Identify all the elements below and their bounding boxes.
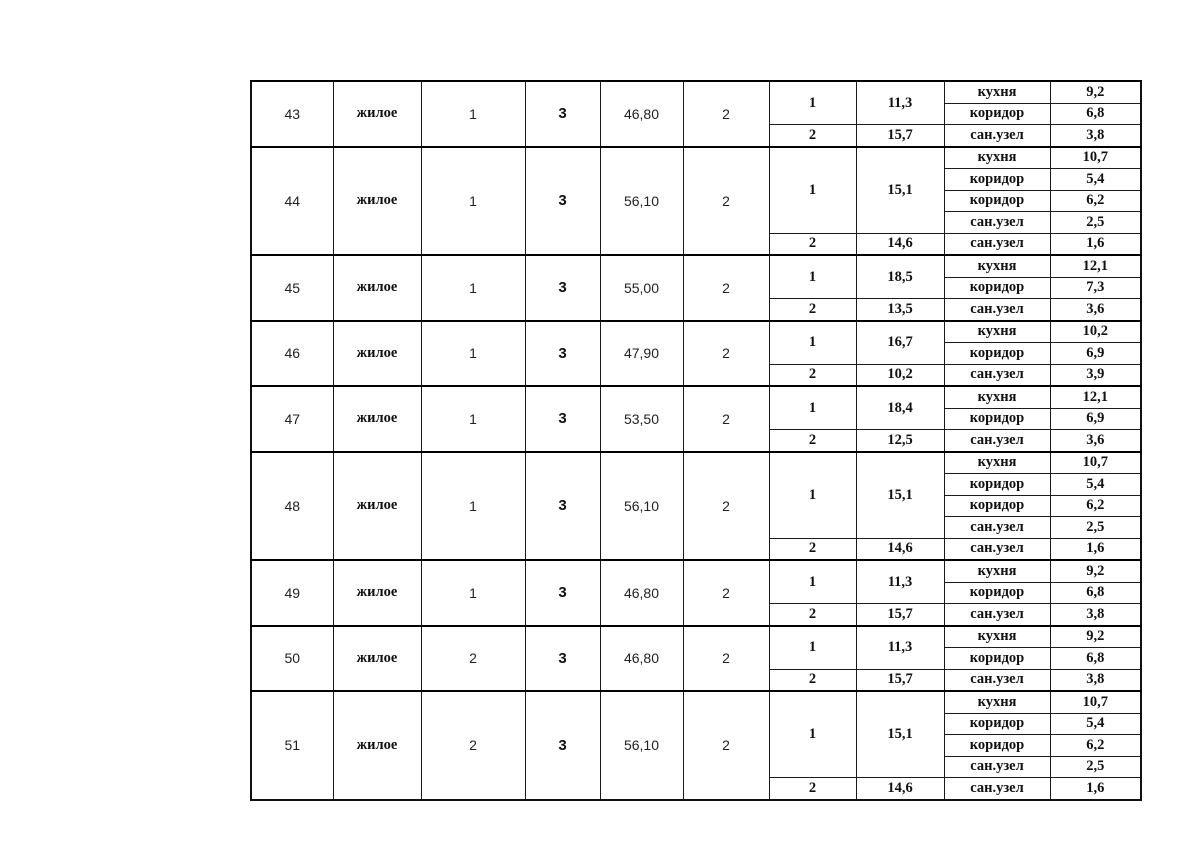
apartment-floor: 3 xyxy=(525,386,600,452)
aux-room-name: кухня xyxy=(944,81,1050,103)
aux-room-name: сан.узел xyxy=(944,604,1050,626)
apartment-number: 51 xyxy=(251,691,333,800)
aux-room-name: сан.узел xyxy=(944,212,1050,234)
aux-room-area: 9,2 xyxy=(1050,560,1141,582)
aux-room-name: сан.узел xyxy=(944,778,1050,800)
room-number: 1 xyxy=(769,147,856,234)
apartment-total-area: 56,10 xyxy=(600,691,683,800)
aux-room-name: коридор xyxy=(944,190,1050,212)
apartment-table-sheet xyxy=(250,80,1140,796)
apartment-number: 45 xyxy=(251,255,333,321)
room-area: 14,6 xyxy=(856,778,944,800)
aux-room-area: 10,7 xyxy=(1050,147,1141,169)
apartment-type: жилое xyxy=(333,452,421,561)
aux-room-area: 3,8 xyxy=(1050,125,1141,147)
apartment-floor: 3 xyxy=(525,321,600,387)
aux-room-name: коридор xyxy=(944,103,1050,125)
aux-room-name: сан.узел xyxy=(944,233,1050,255)
apartment-total-area: 56,10 xyxy=(600,147,683,256)
aux-room-name: сан.узел xyxy=(944,538,1050,560)
apartment-rooms-count: 2 xyxy=(683,626,769,692)
aux-room-area: 2,5 xyxy=(1050,756,1141,778)
room-area: 18,4 xyxy=(856,386,944,430)
aux-room-name: коридор xyxy=(944,495,1050,517)
apartment-section: 1 xyxy=(421,81,525,147)
apartment-section: 1 xyxy=(421,386,525,452)
aux-room-area: 7,3 xyxy=(1050,277,1141,299)
apartment-section: 1 xyxy=(421,147,525,256)
apartment-section: 2 xyxy=(421,626,525,692)
room-area: 15,1 xyxy=(856,691,944,778)
room-area: 15,7 xyxy=(856,125,944,147)
aux-room-area: 10,7 xyxy=(1050,691,1141,713)
aux-room-area: 5,4 xyxy=(1050,169,1141,191)
apartment-rooms-count: 2 xyxy=(683,691,769,800)
room-area: 11,3 xyxy=(856,626,944,670)
room-area: 11,3 xyxy=(856,81,944,125)
apartment-section: 1 xyxy=(421,321,525,387)
aux-room-area: 12,1 xyxy=(1050,255,1141,277)
apartment-type: жилое xyxy=(333,691,421,800)
room-area: 10,2 xyxy=(856,364,944,386)
room-number: 1 xyxy=(769,321,856,365)
room-number: 1 xyxy=(769,626,856,670)
aux-room-name: сан.узел xyxy=(944,430,1050,452)
room-number: 2 xyxy=(769,430,856,452)
apartment-section: 1 xyxy=(421,560,525,626)
apartment-number: 49 xyxy=(251,560,333,626)
room-area: 15,7 xyxy=(856,669,944,691)
room-area: 14,6 xyxy=(856,538,944,560)
table-row xyxy=(251,452,1141,474)
apartment-floor: 3 xyxy=(525,626,600,692)
aux-room-area: 3,6 xyxy=(1050,430,1141,452)
aux-room-area: 12,1 xyxy=(1050,386,1141,408)
apartment-total-area: 47,90 xyxy=(600,321,683,387)
apartment-number: 47 xyxy=(251,386,333,452)
room-number: 2 xyxy=(769,604,856,626)
room-number: 1 xyxy=(769,81,856,125)
apartment-table xyxy=(250,80,1142,801)
apartment-number: 48 xyxy=(251,452,333,561)
aux-room-name: сан.узел xyxy=(944,364,1050,386)
apartment-rooms-count: 2 xyxy=(683,386,769,452)
aux-room-name: сан.узел xyxy=(944,517,1050,539)
apartment-type: жилое xyxy=(333,626,421,692)
table-row xyxy=(251,81,1141,103)
aux-room-name: сан.узел xyxy=(944,299,1050,321)
apartment-rooms-count: 2 xyxy=(683,147,769,256)
aux-room-area: 1,6 xyxy=(1050,538,1141,560)
room-area: 14,6 xyxy=(856,233,944,255)
apartment-total-area: 46,80 xyxy=(600,626,683,692)
room-number: 1 xyxy=(769,386,856,430)
apartment-total-area: 46,80 xyxy=(600,560,683,626)
room-number: 2 xyxy=(769,538,856,560)
aux-room-area: 6,9 xyxy=(1050,408,1141,430)
table-row xyxy=(251,255,1141,277)
aux-room-name: коридор xyxy=(944,582,1050,604)
aux-room-name: коридор xyxy=(944,277,1050,299)
room-area: 15,1 xyxy=(856,147,944,234)
apartment-type: жилое xyxy=(333,560,421,626)
room-area: 15,7 xyxy=(856,604,944,626)
aux-room-name: коридор xyxy=(944,713,1050,735)
room-area: 13,5 xyxy=(856,299,944,321)
apartment-type: жилое xyxy=(333,81,421,147)
aux-room-area: 1,6 xyxy=(1050,778,1141,800)
room-number: 2 xyxy=(769,364,856,386)
aux-room-name: кухня xyxy=(944,386,1050,408)
table-row xyxy=(251,386,1141,408)
room-number: 1 xyxy=(769,691,856,778)
apartment-type: жилое xyxy=(333,386,421,452)
room-number: 2 xyxy=(769,669,856,691)
apartment-floor: 3 xyxy=(525,452,600,561)
aux-room-area: 9,2 xyxy=(1050,626,1141,648)
apartment-total-area: 55,00 xyxy=(600,255,683,321)
apartment-rooms-count: 2 xyxy=(683,255,769,321)
aux-room-name: коридор xyxy=(944,735,1050,757)
aux-room-area: 6,2 xyxy=(1050,495,1141,517)
aux-room-name: кухня xyxy=(944,691,1050,713)
aux-room-area: 3,6 xyxy=(1050,299,1141,321)
aux-room-area: 2,5 xyxy=(1050,517,1141,539)
aux-room-name: кухня xyxy=(944,321,1050,343)
aux-room-area: 3,8 xyxy=(1050,604,1141,626)
apartment-rooms-count: 2 xyxy=(683,560,769,626)
aux-room-name: коридор xyxy=(944,169,1050,191)
aux-room-name: кухня xyxy=(944,560,1050,582)
aux-room-name: коридор xyxy=(944,408,1050,430)
table-row xyxy=(251,560,1141,582)
apartment-total-area: 56,10 xyxy=(600,452,683,561)
aux-room-area: 6,2 xyxy=(1050,735,1141,757)
aux-room-area: 10,2 xyxy=(1050,321,1141,343)
aux-room-area: 5,4 xyxy=(1050,474,1141,496)
apartment-floor: 3 xyxy=(525,691,600,800)
apartment-total-area: 53,50 xyxy=(600,386,683,452)
apartment-floor: 3 xyxy=(525,560,600,626)
aux-room-area: 6,8 xyxy=(1050,648,1141,670)
apartment-table-body xyxy=(251,81,1141,800)
aux-room-name: кухня xyxy=(944,626,1050,648)
aux-room-area: 6,8 xyxy=(1050,103,1141,125)
apartment-number: 50 xyxy=(251,626,333,692)
room-number: 2 xyxy=(769,299,856,321)
apartment-type: жилое xyxy=(333,321,421,387)
apartment-section: 2 xyxy=(421,691,525,800)
apartment-rooms-count: 2 xyxy=(683,452,769,561)
room-number: 1 xyxy=(769,255,856,299)
apartment-number: 43 xyxy=(251,81,333,147)
apartment-section: 1 xyxy=(421,255,525,321)
aux-room-area: 6,2 xyxy=(1050,190,1141,212)
apartment-rooms-count: 2 xyxy=(683,81,769,147)
aux-room-name: сан.узел xyxy=(944,125,1050,147)
room-area: 11,3 xyxy=(856,560,944,604)
apartment-floor: 3 xyxy=(525,147,600,256)
apartment-rooms-count: 2 xyxy=(683,321,769,387)
table-row xyxy=(251,147,1141,169)
apartment-total-area: 46,80 xyxy=(600,81,683,147)
aux-room-area: 6,9 xyxy=(1050,343,1141,365)
aux-room-name: сан.узел xyxy=(944,669,1050,691)
aux-room-name: кухня xyxy=(944,147,1050,169)
aux-room-name: кухня xyxy=(944,255,1050,277)
room-number: 2 xyxy=(769,233,856,255)
aux-room-area: 1,6 xyxy=(1050,233,1141,255)
aux-room-name: коридор xyxy=(944,648,1050,670)
room-number: 1 xyxy=(769,560,856,604)
apartment-section: 1 xyxy=(421,452,525,561)
aux-room-name: сан.узел xyxy=(944,756,1050,778)
table-row xyxy=(251,691,1141,713)
apartment-floor: 3 xyxy=(525,255,600,321)
room-area: 18,5 xyxy=(856,255,944,299)
room-number: 2 xyxy=(769,778,856,800)
room-area: 12,5 xyxy=(856,430,944,452)
aux-room-area: 6,8 xyxy=(1050,582,1141,604)
aux-room-area: 9,2 xyxy=(1050,81,1141,103)
aux-room-area: 3,8 xyxy=(1050,669,1141,691)
room-area: 15,1 xyxy=(856,452,944,539)
table-row xyxy=(251,626,1141,648)
room-area: 16,7 xyxy=(856,321,944,365)
aux-room-name: коридор xyxy=(944,343,1050,365)
aux-room-area: 3,9 xyxy=(1050,364,1141,386)
aux-room-name: коридор xyxy=(944,474,1050,496)
apartment-floor: 3 xyxy=(525,81,600,147)
apartment-type: жилое xyxy=(333,147,421,256)
table-row xyxy=(251,321,1141,343)
apartment-number: 46 xyxy=(251,321,333,387)
aux-room-area: 10,7 xyxy=(1050,452,1141,474)
aux-room-area: 2,5 xyxy=(1050,212,1141,234)
apartment-type: жилое xyxy=(333,255,421,321)
room-number: 2 xyxy=(769,125,856,147)
room-number: 1 xyxy=(769,452,856,539)
aux-room-name: кухня xyxy=(944,452,1050,474)
apartment-number: 44 xyxy=(251,147,333,256)
aux-room-area: 5,4 xyxy=(1050,713,1141,735)
